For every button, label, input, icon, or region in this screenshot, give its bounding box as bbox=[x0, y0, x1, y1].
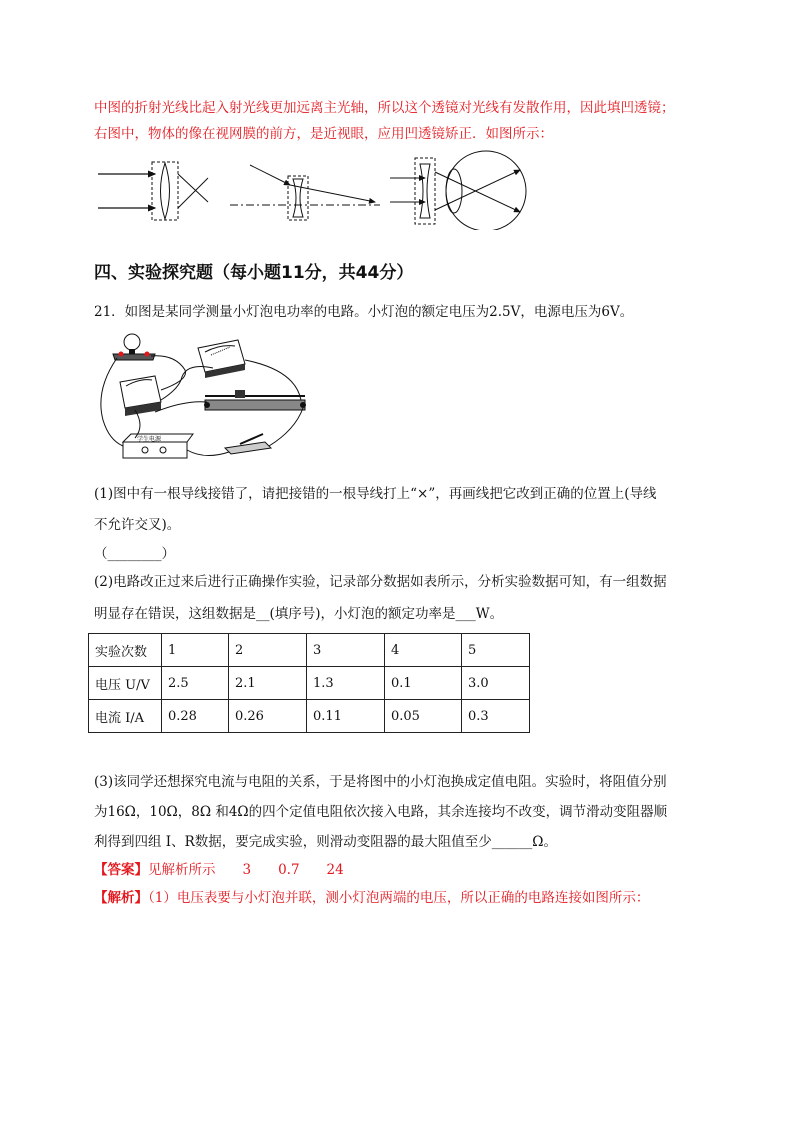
answer-tag: 【答案】 bbox=[94, 862, 148, 878]
table-cell: 0.1 bbox=[385, 667, 462, 700]
part1-line-1: (1)图中有一根导线接错了，请把接错的一根导线打上“×”，再画线把它改到正确的位置上(导线 bbox=[94, 486, 657, 502]
ammeter-icon bbox=[120, 376, 161, 416]
section-heading: 四、实验探究题（每小题11分，共44分） bbox=[94, 263, 414, 283]
part2-line-2: 明显存在错误，这组数据是__(填序号)，小灯泡的额定功率是___W。 bbox=[94, 606, 504, 622]
table-row bbox=[89, 667, 530, 700]
explanation-line-1: 中图的折射光线比起入射光线更加远离主光轴，所以这个透镜对光线有发散作用，因此填凹透镜； bbox=[94, 100, 675, 116]
part1-answer-blank: （________） bbox=[94, 546, 175, 562]
eye-correction-diagram bbox=[390, 151, 526, 230]
part3-line-2: 为16Ω，10Ω，8Ω 和4Ω的四个定值电阻依次接入电路，其余连接均不改变，调节滑动变阻器顺 bbox=[94, 804, 668, 820]
power-supply-icon bbox=[123, 434, 193, 458]
table-cell: 3.0 bbox=[462, 667, 530, 700]
bulb-icon bbox=[113, 334, 155, 360]
table-cell: 2.1 bbox=[229, 667, 307, 700]
table-cell: 2.5 bbox=[162, 667, 229, 700]
table-cell: 2 bbox=[229, 634, 307, 667]
question-stem: 21．如图是某同学测量小灯泡电功率的电路。小灯泡的额定电压为2.5V，电源电压为6V。 bbox=[94, 304, 634, 320]
answer-text: 见解析所示 3 0.7 24 bbox=[148, 862, 344, 878]
analysis-tag: 【解析】 bbox=[94, 890, 148, 906]
table-cell: 0.05 bbox=[385, 700, 462, 733]
optics-diagrams bbox=[90, 150, 550, 230]
table-cell: 实验次数 bbox=[89, 634, 162, 667]
table-cell: 5 bbox=[462, 634, 530, 667]
table-row bbox=[89, 700, 530, 733]
part3-line-1: (3)该同学还想探究电流与电阻的关系，于是将图中的小灯泡换成定值电阻。实验时，将阻值分别 bbox=[94, 774, 667, 790]
power-supply-label: 学生电源 bbox=[137, 436, 162, 443]
circuit-diagram bbox=[95, 330, 335, 470]
table-cell: 1 bbox=[162, 634, 229, 667]
answer-line bbox=[94, 860, 344, 880]
analysis-text: （1）电压表要与小灯泡并联，测小灯泡两端的电压，所以正确的电路连接如图所示： bbox=[148, 890, 650, 906]
table-cell: 3 bbox=[307, 634, 385, 667]
analysis-line bbox=[94, 888, 649, 908]
table-cell: 电压 U/V bbox=[89, 667, 162, 700]
switch-icon bbox=[225, 434, 271, 454]
part1-line-2: 不允许交叉)。 bbox=[94, 517, 181, 533]
table-row bbox=[89, 634, 530, 667]
voltmeter-icon bbox=[198, 340, 245, 378]
table-cell: 电流 I/A bbox=[89, 700, 162, 733]
table-cell: 0.11 bbox=[307, 700, 385, 733]
convex-lens-diagram bbox=[98, 162, 208, 220]
table-cell: 4 bbox=[385, 634, 462, 667]
explanation-line-2: 右图中，物体的像在视网膜的前方，是近视眼，应用凹透镜矫正．如图所示： bbox=[94, 126, 553, 142]
table-cell: 1.3 bbox=[307, 667, 385, 700]
table-cell: 0.28 bbox=[162, 700, 229, 733]
concave-lens-diagram bbox=[230, 165, 380, 220]
rheostat-icon bbox=[204, 390, 306, 410]
part2-line-1: (2)电路改正过来后进行正确操作实验，记录部分数据如表所示，分析实验数据可知，有一组数据 bbox=[94, 574, 667, 590]
part3-line-3: 利得到四组 I、R数据，要完成实验，则滑动变阻器的最大阻值至少______Ω。 bbox=[94, 834, 557, 850]
table-cell: 0.26 bbox=[229, 700, 307, 733]
data-table bbox=[88, 633, 530, 733]
table-cell: 0.3 bbox=[462, 700, 530, 733]
